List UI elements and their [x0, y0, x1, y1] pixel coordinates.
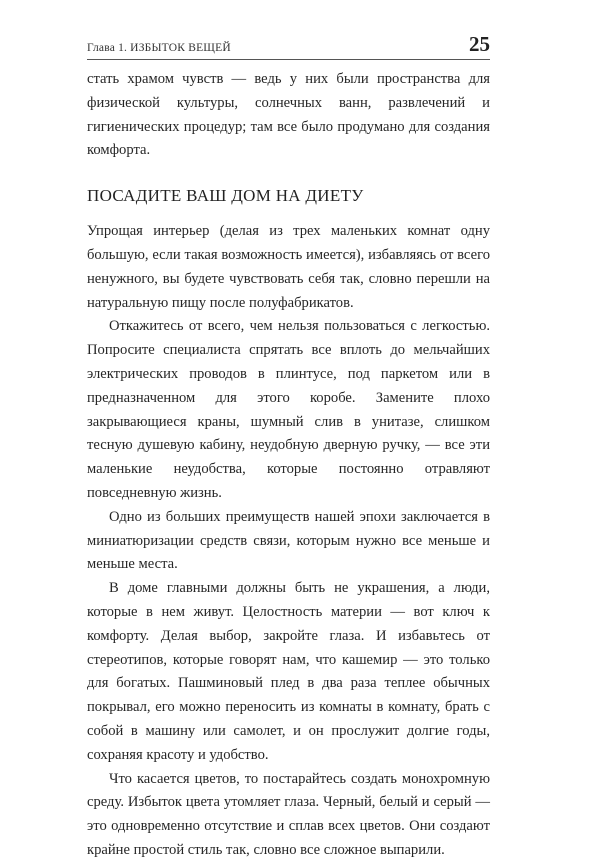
paragraph: В доме главными должны быть не украшения, а люди, которые в нем живут. Целостность материи — вот ключ к комфорту. Делая выбор, закройте глаза. И избавьтесь от стереотипов, которые говорят нам, что кашемир — это только для богатых. Пашминовый плед в два раза теплее обычных покрывал, его можно переносить из комнаты в комнату, брать с собой в машину или самолет, и он прослужит долгие годы, сохраняя красоту и удобство.	[87, 580, 490, 763]
page-number: 25	[469, 32, 490, 56]
paragraph: Упрощая интерьер (делая из трех маленьких комнат одну большую, если такая возможность имеется), избавляясь от всего ненужного, вы будете чувствовать себя так, словно перешли на натуральную пищу после полуфабрикатов.	[87, 223, 490, 311]
intro-paragraph: стать храмом чувств — ведь у них были пространства для физической культуры, солнечных ванн, развлечений и гигиенических процедур; там все было продумано для создания комфорта.	[87, 71, 490, 159]
body-text	[87, 68, 490, 863]
paragraph: Что касается цветов, то постарайтесь создать монохромную среду. Избыток цвета утомляет глаза. Черный, белый и серый — это одновременно отсутствие и сплав всех цветов. Они создают крайне простой стиль так, словно все сложное выпарили.	[87, 770, 490, 858]
section-heading: ПОСАДИТЕ ВАШ ДОМ НА ДИЕТУ	[87, 186, 364, 206]
running-title: Глава 1. ИЗБЫТОК ВЕЩЕЙ	[87, 42, 231, 54]
paragraph: Одно из больших преимуществ нашей эпохи заключается в миниатюризации средств связи, которым нужно все меньше и меньше места.	[87, 508, 490, 573]
running-header	[87, 33, 490, 57]
header-rule	[87, 59, 490, 60]
paragraph: Откажитесь от всего, чем нельзя пользоваться с легкостью. Попросите специалиста спрятать все вплоть до мельчайших электрических проводов в плинтусе, под паркетом или в предназначенном для этого коробе. Замените плохо закрывающиеся краны, шумный слив в унитазе, слишком тесную душевую кабину, неудобную дверную ручку, — все эти маленькие неудобства, которые постоянно отравляют повседневную жизнь.	[87, 318, 490, 501]
